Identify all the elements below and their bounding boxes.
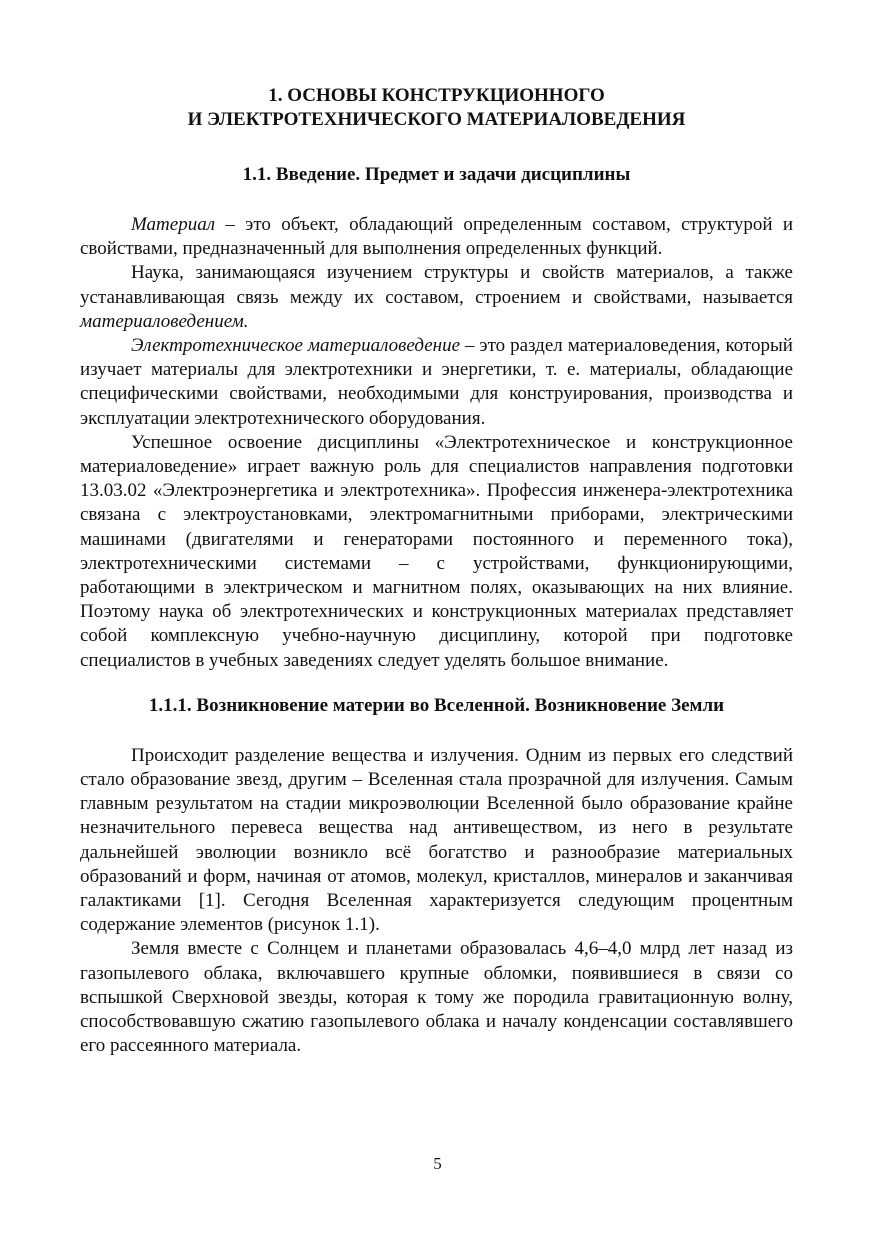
paragraph-text: – это раздел материаловедения, который изучает материалы для электротехники и энергетики, т. е. материалы, обладающие специфическими свойствами, необходимыми для конструирования, производства и эксплуатации электротехнического оборудования.	[80, 335, 793, 429]
page-number: 5	[433, 1154, 442, 1173]
subsection-title: 1.1.1. Возникновение материи во Вселенной. Возникновение Земли	[148, 694, 725, 716]
section-title: 1.1. Введение. Предмет и задачи дисциплины	[242, 164, 631, 185]
page-content	[80, 84, 793, 1059]
term-materials-science: материаловедением.	[80, 310, 249, 332]
chapter-title-line-1: 1. ОСНОВЫ КОНСТРУКЦИОННОГО	[268, 85, 605, 106]
paragraph-electrotechnical-materials-science	[80, 334, 793, 431]
term-material: Материал	[131, 214, 215, 235]
paragraph-text: Наука, занимающаяся изучением структуры и свойств материалов, а также устанавливающая связь между их составом, строением и свойствами, называется	[80, 262, 793, 308]
term-electrotechnical-materials-science: Электротехническое материаловедение	[131, 335, 460, 357]
paragraph-material-definition	[80, 213, 793, 261]
paragraph-matter-origin: Происходит разделение вещества и излучения. Одним из первых его следствий стало образование звезд, другим – Вселенная стала прозрачной для излучения. Самым главным результатом на стадии микроэволюции Вселенной было образование крайне незначительного перевеса вещества над антивеществом, из него в результате дальнейшей эволюции возникло всё богатство и разнообразие материальных образований и форм, начиная от атомов, молекул, кристаллов, минералов и заканчивая галактиками [1]. Сегодня Вселенная характеризуется следующим процентным содержание элементов (рисунок 1.1).	[80, 744, 793, 936]
paragraph-materials-science-definition	[80, 261, 793, 334]
paragraph-text: – это объект, обладающий определенным составом, структурой и свойствами, предназначенный для выполнения определенных функций.	[80, 214, 793, 260]
chapter-title	[80, 84, 793, 132]
paragraph-discipline-importance: Успешное освоение дисциплины «Электротехническое и конструкционное материаловедение» играет важную роль для специалистов направления подготовки 13.03.02 «Электроэнергетика и электротехника». Профессия инженера-электротехника связана с электроустановками, электромагнитными приборами, электрическими машинами (двигателями и генераторами постоянного и переменного тока), электротехническими системами – с устройствами, функционирующими, работающими в электрическом и магнитном полях, оказывающих на них влияние. Поэтому наука об электротехнических и конструкционных материалах представляет собой комплексную учебно-научную дисциплину, которой при подготовке специалистов в учебных заведениях следует уделять большое внимание.	[80, 431, 793, 671]
chapter-title-line-2: И ЭЛЕКТРОТЕХНИЧЕСКОГО МАТЕРИАЛОВЕДЕНИЯ	[187, 109, 686, 130]
paragraph-earth-origin: Земля вместе с Солнцем и планетами образовалась 4,6–4,0 млрд лет назад из газопылевого облака, включавшего крупные обломки, появившиеся в связи со вспышкой Сверхновой звезды, которая к тому же породила гравитационную волну, способствовавшую сжатию газопылевого облака и началу конденсации составлявшего его рассеянного материала.	[80, 938, 793, 1057]
